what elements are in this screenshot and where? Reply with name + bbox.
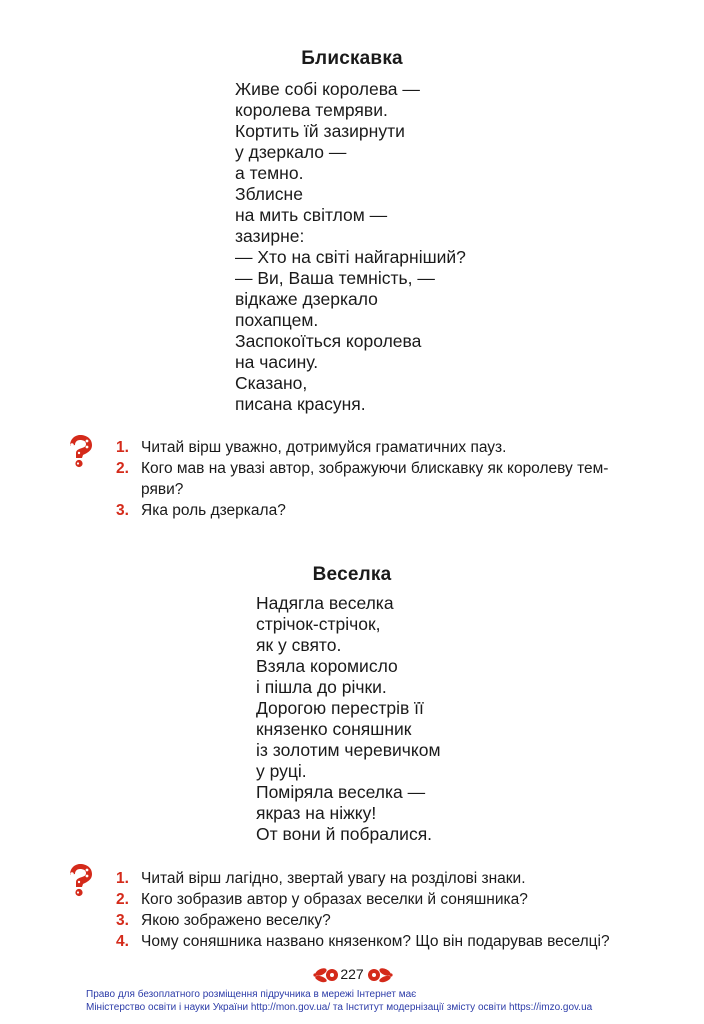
question-text: ряви? (141, 481, 184, 498)
question-number: 4. (116, 933, 129, 950)
poem-line: Кортить їй зазирнути (235, 121, 405, 141)
poem-line: Сказано, (235, 373, 308, 393)
poem-line: і пішла до річки. (256, 677, 387, 697)
poem-line: Заспокоїться королева (235, 331, 422, 351)
question-mark-flower-icon (62, 434, 96, 468)
page-number: 227 (340, 966, 364, 982)
poem-line: стрічок-стрічок, (256, 614, 381, 634)
poem-line: — Хто на світі найгарніший? (235, 247, 466, 267)
footer-sources-line: Міністерство освіти і науки України http://mon.gov.ua/ та Інститут модернізації змісту освіти https://imzo.gov.ua (86, 1002, 593, 1013)
poem-line: Поміряла веселка — (256, 782, 426, 802)
question-mark-flower-icon (62, 863, 96, 897)
poem-line: як у свято. (256, 635, 342, 655)
question-text: Читай вірш уважно, дотримуйся граматичних пауз. (141, 439, 507, 456)
poem-line: відкаже дзеркало (235, 289, 378, 309)
question-text: Якою зображено веселку? (141, 912, 331, 929)
poem-line: Взяла коромисло (256, 656, 398, 676)
questions-list-2 (116, 868, 646, 952)
poem-line: Живе собі королева — (235, 79, 420, 99)
question-item (116, 437, 646, 458)
footer-rights-line: Право для безоплатного розміщення підручника в мережі Інтернет має (86, 989, 417, 1000)
poem2-text (256, 593, 441, 845)
poem-line: князенко соняшник (256, 719, 412, 739)
poem-line: із золотим черевичком (256, 740, 441, 760)
poem-line: у дзеркало — (235, 142, 347, 162)
poem-line: Зблисне (235, 184, 303, 204)
question-item (116, 500, 646, 521)
poem-line: — Ви, Ваша темність, — (235, 268, 435, 288)
question-number: 1. (116, 870, 129, 887)
poem-line: королева темряви. (235, 100, 388, 120)
poem-line: а темно. (235, 163, 304, 183)
poem-line: похапцем. (235, 310, 319, 330)
poem2-title: Веселка (312, 564, 392, 585)
question-number: 3. (116, 912, 129, 929)
poem-line: на мить світлом — (235, 205, 388, 225)
question-text: Яка роль дзеркала? (141, 502, 286, 519)
poem-line: Надягла веселка (256, 593, 394, 613)
poem-line: От вони й побралися. (256, 824, 433, 844)
question-item (116, 458, 646, 500)
question-number: 2. (116, 460, 129, 477)
question-number: 1. (116, 439, 129, 456)
poem-line: Дорогою перестрів її (256, 698, 424, 718)
question-text: Кого зобразив автор у образах веселки й соняшника? (141, 891, 528, 908)
poem-line: писана красуня. (235, 394, 366, 414)
poem1-text (235, 79, 466, 415)
questions-list-1 (116, 437, 646, 521)
question-item (116, 868, 646, 889)
poem-line: якраз на ніжку! (256, 803, 377, 823)
question-number: 2. (116, 891, 129, 908)
question-number: 3. (116, 502, 129, 519)
poem-line: у руці. (256, 761, 307, 781)
question-item (116, 889, 646, 910)
poem-line: на часину. (235, 352, 319, 372)
question-text: Чому соняшника названо князенком? Що він подарував веселці? (141, 933, 610, 950)
question-item (116, 910, 646, 931)
poem1-title: Блискавка (301, 48, 403, 69)
folk-flower-ornament-icon (354, 964, 394, 986)
question-text: Кого мав на увазі автор, зображуючи блискавку як королеву тем- (141, 460, 609, 477)
poem-line: зазирне: (235, 226, 305, 246)
question-item (116, 931, 646, 952)
question-text: Читай вірш лагідно, звертай увагу на розділові знаки. (141, 870, 526, 887)
